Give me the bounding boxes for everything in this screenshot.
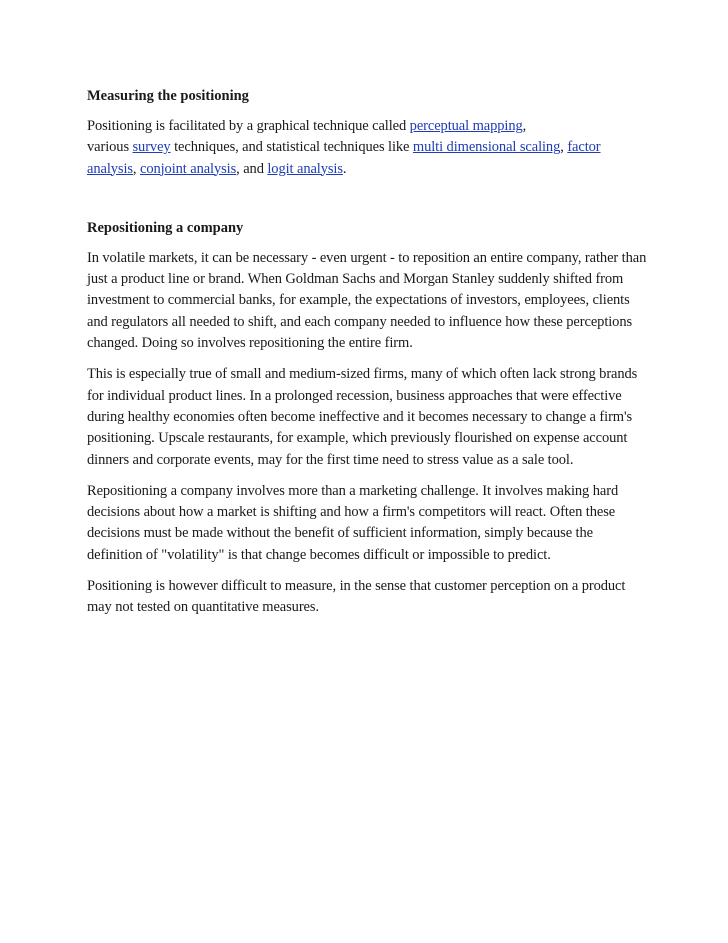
link-survey[interactable]: survey — [132, 139, 171, 156]
heading-measuring-positioning: Measuring the positioning — [87, 88, 249, 104]
link-factor-analysis[interactable]: factor analysis — [87, 139, 601, 177]
paragraph-measuring: Positioning is facilitated by a graphical technique called perceptual mapping, various survey techniques, and statistical techniques like multi dimensional scaling, factor analysis, conjoint analysis, and logit analysis. — [87, 118, 601, 177]
paragraph-marketing-challenge: Repositioning a company involves more than a marketing challenge. It involves making hard decisions about how a market is shifting and how a firm's competitors will react. Often these decisions must be made without the benefit of sufficient information, simply because the definition of "volatility" is that change becomes difficult or impossible to predict. — [87, 482, 619, 563]
paragraph-volatile-markets: In volatile markets, it can be necessary - even urgent - to reposition an entire company, rather than just a product line or brand. When Goldman Sachs and Morgan Stanley suddenly shifted from investment to commercial banks, for example, the expectations of investors, employees, clients and regulators all needed to shift, and each company needed to influence how these perceptions changed. Doing so involves repositioning the entire firm. — [87, 249, 647, 352]
paragraph-small-medium-firms: This is especially true of small and medium-sized firms, many of which often lack strong brands for individual product lines. In a prolonged recession, business approaches that were effective during healthy economies often become ineffective and it becomes necessary to change a firm's positioning. Upscale restaurants, for example, which previously flourished on expense account dinners and corporate events, may for the first time need to stress value as a sale tool. — [87, 366, 638, 468]
document-page — [87, 86, 647, 629]
link-conjoint-analysis[interactable]: conjoint analysis — [139, 160, 237, 177]
link-logit-analysis[interactable]: logit analysis — [267, 160, 343, 177]
paragraph-difficult-to-measure: Positioning is however difficult to measure, in the sense that customer perception on a product may not tested on quantitative measures. — [87, 578, 626, 616]
heading-repositioning-company: Repositioning a company — [87, 219, 244, 236]
link-multi-dimensional-scaling[interactable]: multi dimensional scaling — [412, 139, 561, 156]
link-perceptual-mapping[interactable]: perceptual mapping — [409, 118, 523, 134]
